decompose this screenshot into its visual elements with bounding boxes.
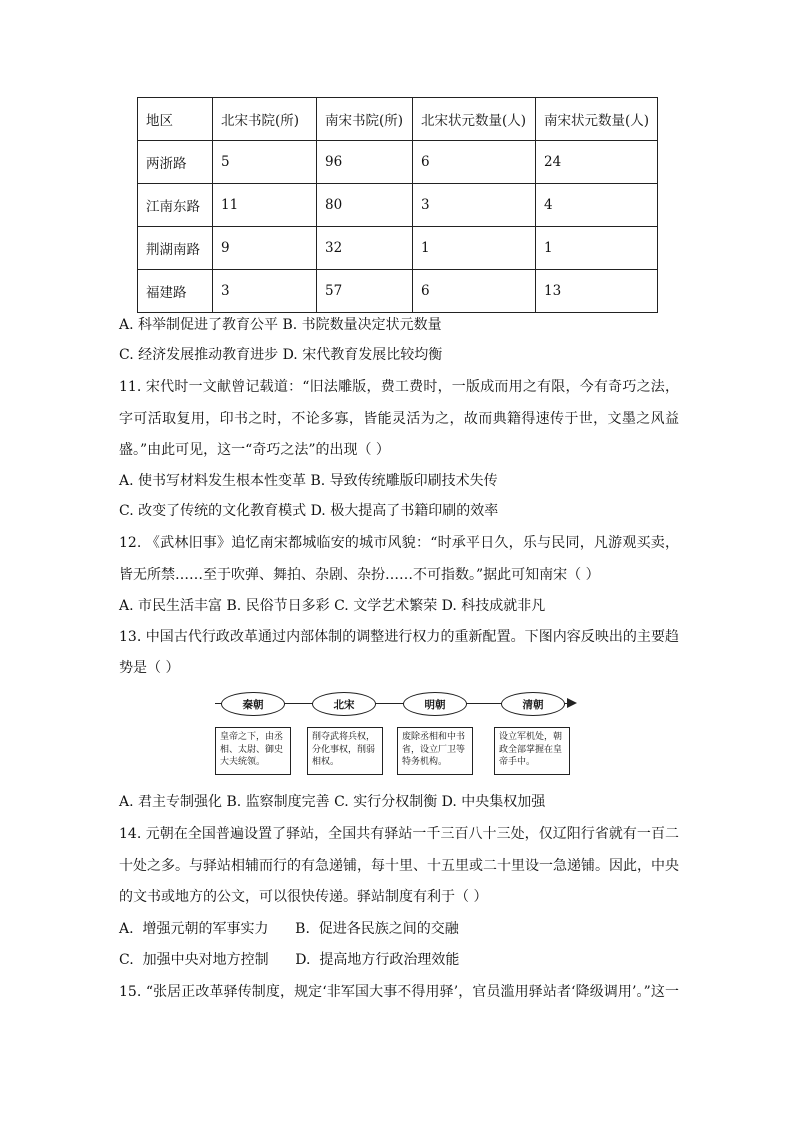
table-cell: 6	[413, 270, 536, 313]
timeline-box-qing: 设立军机处，朝政全部掌握在皇帝手中。	[494, 727, 570, 775]
table-row	[138, 141, 658, 184]
table-cell: 4	[536, 184, 658, 227]
table-header-cell: 北宋状元数量(人)	[413, 98, 536, 141]
table-cell: 24	[536, 141, 658, 184]
table-row	[138, 227, 658, 270]
q11-stem-line: 字可活取复用，印书之时，不论多寡，皆能灵活为之，故而典籍得速传于世，文墨之风益	[119, 411, 679, 427]
table-cell: 32	[317, 227, 413, 270]
table-cell: 福建路	[138, 270, 213, 313]
q11-stem-line: 盛。”由此可见，这一“奇巧之法”的出现（ ）	[119, 442, 390, 458]
timeline-box-qin: 皇帝之下，由丞相、太尉、御史大夫统领。	[215, 727, 291, 775]
table-cell: 96	[317, 141, 413, 184]
table-row	[138, 270, 658, 313]
table-header-cell: 北宋书院(所)	[213, 98, 317, 141]
academy-statistics-table	[137, 97, 658, 313]
table-header-cell: 地区	[138, 98, 213, 141]
table-cell: 1	[536, 227, 658, 270]
timeline-node-qin: 秦朝	[221, 692, 285, 716]
dynasty-timeline-figure	[213, 687, 583, 779]
q14-stem-line: 十处之多。与驿站相辅而行的有急递铺，每十里、十五里或二十里设一急递铺。因此，中央	[119, 858, 679, 874]
table-cell: 江南东路	[138, 184, 213, 227]
timeline-arrow-icon	[567, 698, 577, 708]
q13-stem-line: 13. 中国古代行政改革通过内部体制的调整进行权力的重新配置。下图内容反映出的主要趋	[119, 629, 679, 645]
table-cell: 13	[536, 270, 658, 313]
table-header-cell: 南宋书院(所)	[317, 98, 413, 141]
table-cell: 5	[213, 141, 317, 184]
q12-options: A. 市民生活丰富 B. 民俗节日多彩 C. 文学艺术繁荣 D. 科技成就非凡	[119, 598, 546, 614]
q10-options-ab: A. 科举制促进了教育公平 B. 书院数量决定状元数量	[119, 317, 442, 333]
timeline-node-qing: 清朝	[501, 692, 565, 716]
q12-stem-line: 12. 《武林旧事》追忆南宋都城临安的城市风貌：“时承平日久，乐与民同，凡游观买卖，	[119, 535, 679, 551]
q14-stem-line: 的文书或地方的公文，可以很快传递。驿站制度有利于（ ）	[119, 889, 488, 905]
table-cell: 1	[413, 227, 536, 270]
timeline-box-ming: 废除丞相和中书省，设立厂卫等特务机构。	[397, 727, 473, 775]
q13-options: A. 君主专制强化 B. 监察制度完善 C. 实行分权制衡 D. 中央集权加强	[119, 794, 546, 810]
q15-stem-line: 15. “张居正改革驿传制度，规定‘非军国大事不得用驿’，官员滥用驿站者‘降级调用’。”这一	[119, 984, 679, 1000]
table-cell: 11	[213, 184, 317, 227]
table-header-cell: 南宋状元数量(人)	[536, 98, 658, 141]
table-cell: 两浙路	[138, 141, 213, 184]
table-cell: 6	[413, 141, 536, 184]
table-cell: 3	[413, 184, 536, 227]
table-row	[138, 184, 658, 227]
q10-options-cd: C. 经济发展推动教育进步 D. 宋代教育发展比较均衡	[119, 347, 443, 363]
q11-options-ab: A. 使书写材料发生根本性变革 B. 导致传统雕版印刷技术失传	[119, 473, 498, 489]
timeline-node-ming: 明朝	[403, 692, 467, 716]
q14-options-cd: C. 加强中央对地方控制 D. 提高地方行政治理效能	[119, 952, 460, 968]
table-cell: 9	[213, 227, 317, 270]
table-cell: 80	[317, 184, 413, 227]
table-header-row	[138, 98, 658, 141]
q11-options-cd: C. 改变了传统的文化教育模式 D. 极大提高了书籍印刷的效率	[119, 503, 499, 519]
q11-stem-line: 11. 宋代时一文献曾记载道：“旧法雕版，费工费时，一版成而用之有限，今有奇巧之法，	[119, 379, 679, 395]
q12-stem-line: 皆无所禁……至于吹弹、舞拍、杂剧、杂扮……不可指数。”据此可知南宋（ ）	[119, 567, 600, 583]
table-cell: 荆湖南路	[138, 227, 213, 270]
timeline-node-beisong: 北宋	[312, 692, 376, 716]
timeline-box-beisong: 削夺武将兵权，分化事权，削弱相权。	[307, 727, 383, 775]
q13-stem-line: 势是（ ）	[119, 660, 180, 676]
table-cell: 3	[213, 270, 317, 313]
table-cell: 57	[317, 270, 413, 313]
q14-options-ab: A. 增强元朝的军事实力 B. 促进各民族之间的交融	[119, 921, 459, 937]
q14-stem-line: 14. 元朝在全国普遍设置了驿站，全国共有驿站一千三百八十三处，仅辽阳行省就有一百二	[119, 826, 679, 842]
